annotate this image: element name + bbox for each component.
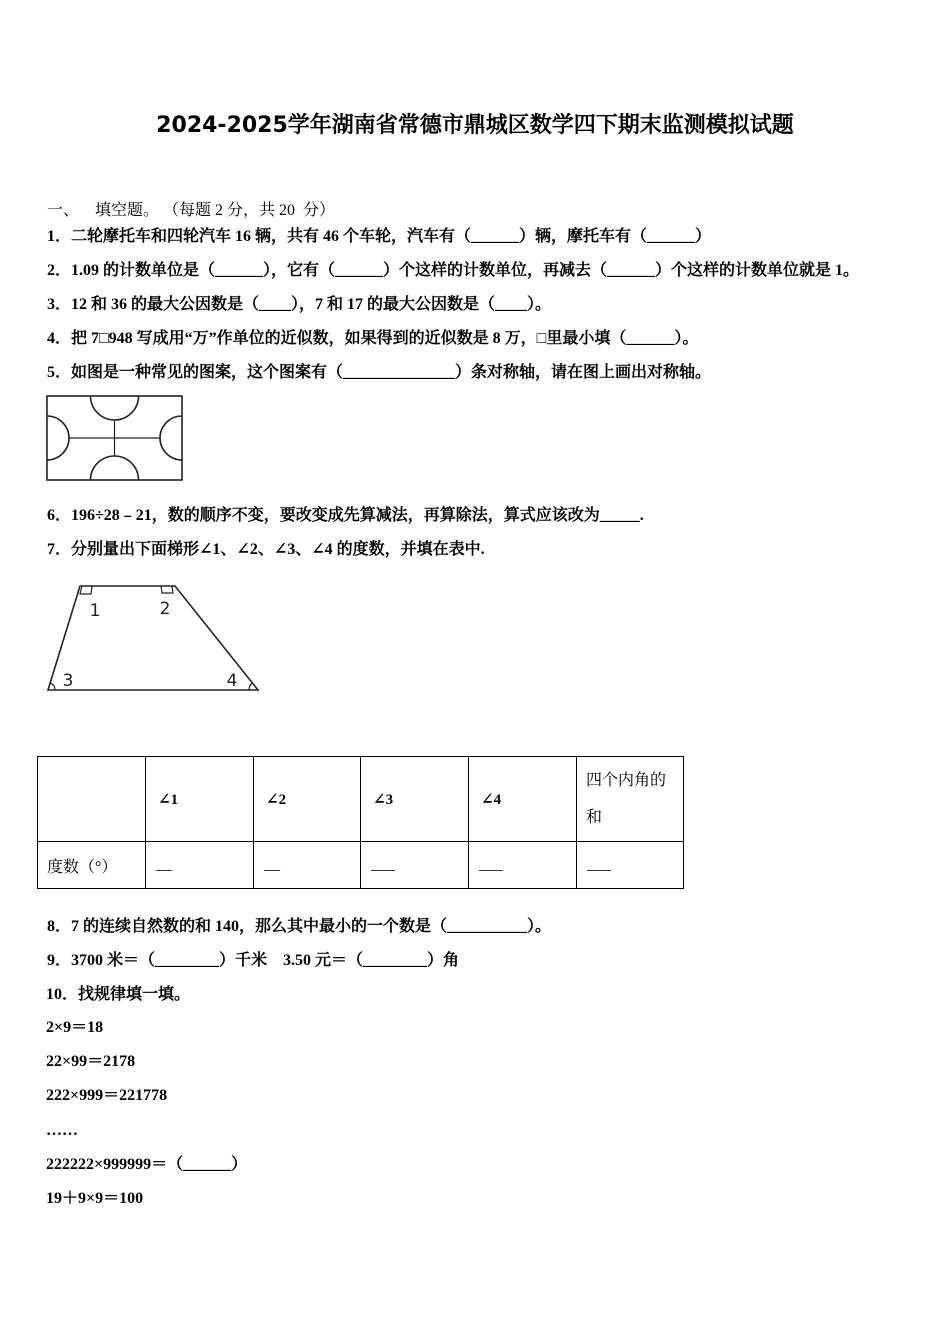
question-4: 4．把 7□948 写成用“万”作单位的近似数，如果得到的近似数是 8 万，□里最小填（______）。 [47,330,699,347]
trapezoid-figure [40,578,270,698]
angle-2-label: 2 [159,599,171,619]
question-8: 8．7 的连续自然数的和 140，那么其中最小的一个数是（__________）。 [47,918,552,935]
table-row [38,842,684,889]
pattern-line-1: 2×9＝18 [46,1019,104,1036]
answer-cell-angle-3 [361,842,469,889]
answer-blank-angle-3: ___ [371,856,395,873]
header-angle-sum: 四个内角的和 [586,772,667,826]
answer-cell-angle-2 [254,842,361,889]
question-3: 3．12 和 36 的最大公因数是（____），7 和 17 的最大公因数是（____）。 [47,296,552,313]
page-title: 2024-2025学年湖南省常德市鼎城区数学四下期末监测模拟试题 [156,113,794,138]
angle-1-label: 1 [89,601,101,621]
question-9: 9．3700 米＝（________）千米 3.50 元＝（________）角 [47,952,460,969]
section-heading: 一、 填空题。 （每题 2 分，共 20 分） [47,202,336,219]
table-header-row [38,757,684,842]
pattern-top-semicircle [91,396,139,420]
pattern-line-5: 19＋9×9＝100 [46,1190,144,1207]
row-label-cell [38,842,146,889]
header-angle-3: ∠3 [373,791,394,808]
answer-blank-angle-sum: ___ [587,856,611,873]
angle-2-mark [161,586,173,593]
symmetry-pattern-figure [45,394,185,484]
header-cell-angle-4 [469,757,577,842]
question-1: 1．二轮摩托车和四轮汽车 16 辆，共有 46 个车轮，汽车有（______）辆，摩托车有（______） [47,228,712,245]
pattern-line-3: 222×999＝221778 [46,1087,168,1104]
pattern-line-2: 22×99＝2178 [46,1053,136,1070]
table-corner-cell [38,757,146,842]
pattern-ellipsis: …… [46,1122,78,1139]
question-7: 7．分别量出下面梯形∠1、∠2、∠3、∠4 的度数，并填在表中. [47,541,485,558]
header-angle-4: ∠4 [481,791,502,808]
header-angle-2: ∠2 [266,791,287,808]
header-cell-angle-1 [146,757,254,842]
header-cell-angle-sum [577,757,684,842]
angle-4-mark [249,683,252,690]
angle-3-mark [50,683,55,690]
question-6: 6．196÷28﹣21，数的顺序不变，要改变成先算减法，再算除法，算式应该改为_____. [47,507,644,524]
question-5: 5．如图是一种常见的图案，这个图案有（______________）条对称轴，请在图上画出对称轴。 [47,364,712,381]
question-10: 10．找规律填一填。 [46,986,191,1003]
angle-4-label: 4 [226,671,238,691]
pattern-bottom-semicircle [91,456,139,480]
pattern-line-4: 222222×999999＝（______） [46,1156,248,1173]
degree-row-label: 度数（°） [47,858,118,876]
answer-cell-angle-1 [146,842,254,889]
pattern-right-semicircle [160,416,182,460]
header-cell-angle-2 [254,757,361,842]
angle-table [37,756,684,889]
header-cell-angle-3 [361,757,469,842]
answer-blank-angle-2: __ [264,856,280,873]
pattern-left-semicircle [47,416,69,460]
question-2: 2．1.09 的计数单位是（______），它有（______）个这样的计数单位，再减去（______）个这样的计数单位就是 1。 [47,262,860,279]
header-angle-1: ∠1 [158,791,179,808]
answer-blank-angle-4: ___ [479,856,503,873]
answer-blank-angle-1: __ [156,856,172,873]
answer-cell-angle-sum [577,842,684,889]
answer-cell-angle-4 [469,842,577,889]
angle-3-label: 3 [62,671,74,691]
angle-1-mark [80,586,92,594]
